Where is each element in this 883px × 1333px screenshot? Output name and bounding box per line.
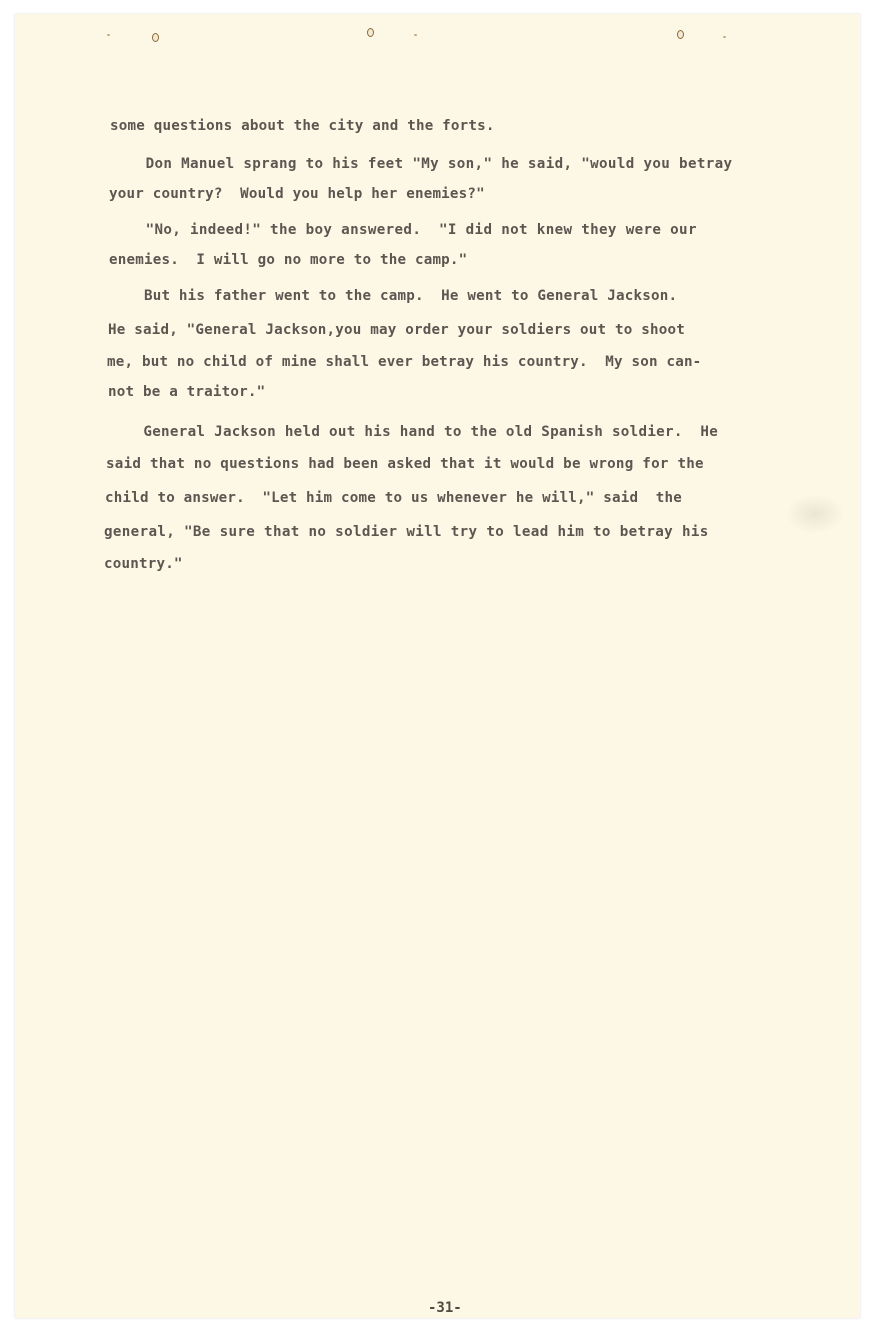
text-line: General Jackson held out his hand to the old Spanish soldier. He xyxy=(108,424,719,440)
text-line: some questions about the city and the forts. xyxy=(110,118,495,134)
page-number: -31- xyxy=(428,1300,462,1316)
text-line: general, "Be sure that no soldier will try to lead him to betray his xyxy=(104,524,709,540)
paper-speck xyxy=(723,36,726,38)
paper-speck xyxy=(414,34,417,36)
paper-smudge xyxy=(785,494,845,534)
text-line: He said, "General Jackson,you may order your soldiers out to shoot xyxy=(108,322,685,338)
text-line: But his father went to the camp. He went to General Jackson. xyxy=(109,288,678,304)
text-line: not be a traitor." xyxy=(108,384,266,400)
punch-hole xyxy=(367,28,374,37)
punch-hole xyxy=(152,33,159,42)
typewritten-page xyxy=(15,14,860,1318)
punch-hole xyxy=(677,30,684,39)
text-line: child to answer. "Let him come to us whenever he will," said the xyxy=(105,490,682,506)
paper-speck xyxy=(107,34,110,36)
text-line: your country? Would you help her enemies?" xyxy=(109,186,485,202)
text-line: country." xyxy=(104,556,183,572)
text-line: me, but no child of mine shall ever betray his country. My son can- xyxy=(107,354,702,370)
text-line: "No, indeed!" the boy answered. "I did not knew they were our xyxy=(110,222,697,238)
text-line: enemies. I will go no more to the camp." xyxy=(109,252,468,268)
text-line: said that no questions had been asked that it would be wrong for the xyxy=(106,456,704,472)
text-line: Don Manuel sprang to his feet "My son," he said, "would you betray xyxy=(110,156,733,172)
